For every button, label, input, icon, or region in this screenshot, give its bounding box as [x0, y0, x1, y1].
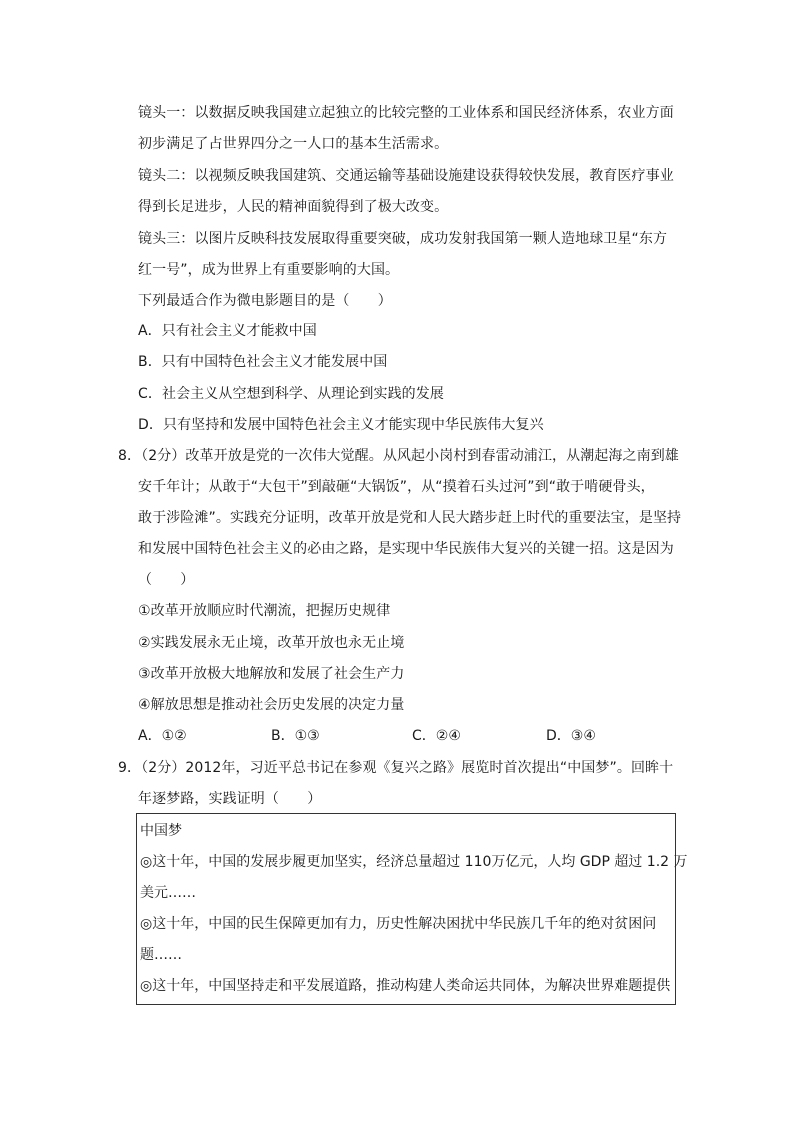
box-line: ◎这十年，中国的发展步履更加坚实，经济总量超过 110万亿元，人均 GDP 超过 1.2 万 [140, 854, 688, 870]
q8-statement-2: ②实践发展永无止境，改革开放也永无止境 [138, 635, 405, 651]
box-line: ◎这十年，中国的民生保障更加有力，历史性解决困扰中华民族几千年的绝对贫困问 [140, 916, 657, 932]
q8-option-b: B．①③ [271, 728, 320, 744]
q8-text-line: 和发展中国特色社会主义的必由之路，是实现中华民族伟大复兴的关键一招。这是因为 [138, 541, 674, 557]
q8-text-line: 敢于涉险滩”。实践充分证明，改革开放是党和人民大踏步赶上时代的重要法宝，是坚持 [138, 510, 682, 526]
q8-option-d: D．③④ [546, 728, 596, 744]
q7-text-line: 初步满足了占世界四分之一人口的基本生活需求。 [138, 136, 449, 152]
q8-text-line: 安千年计；从敢于“大包干”到敲砸“大锅饭”，从“摸着石头过河”到“敢于啃硬骨头， [138, 479, 655, 495]
q7-text-line: 红一号”，成为世界上有重要影响的大国。 [138, 262, 400, 278]
q8-option-c: C．②④ [412, 728, 461, 744]
q8-statement-4: ④解放思想是推动社会历史发展的决定力量 [138, 697, 405, 713]
q7-question-stem: 下列最适合作为微电影题目的是（ ） [138, 293, 392, 309]
q7-text-line: 镜头三：以图片反映科技发展取得重要突破，成功发射我国第一颗人造地球卫星“东方 [138, 231, 668, 247]
q7-option-a: A．只有社会主义才能救中国 [138, 323, 317, 339]
q7-text-line: 镜头二：以视频反映我国建筑、交通运输等基础设施建设获得较快发展，教育医疗事业 [138, 168, 674, 184]
q7-option-b: B．只有中国特色社会主义才能发展中国 [138, 354, 388, 370]
q8-option-a: A．①② [138, 728, 187, 744]
q7-text-line: 得到长足进步，人民的精神面貌得到了极大改变。 [138, 199, 449, 215]
q8-text-line: （ ） [138, 572, 195, 588]
box-line: 题…… [140, 947, 182, 963]
box-line: ◎这十年，中国坚持走和平发展道路，推动构建人类命运共同体，为解决世界难题提供 [140, 978, 671, 994]
q9-text-line: 年逐梦路，实践证明（ ） [138, 791, 322, 807]
q9-text-line: 9．（2分）2012年，习近平总书记在参观《复兴之路》展览时首次提出“中国梦”。回眸十 [118, 760, 674, 776]
q8-statement-1: ①改革开放顺应时代潮流，把握历史规律 [138, 603, 391, 619]
box-title: 中国梦 [140, 823, 182, 839]
q8-statement-3: ③改革开放极大地解放和发展了社会生产力 [138, 666, 405, 682]
q8-text-line: 8．（2分）改革开放是党的一次伟大觉醒。从风起小岗村到春雷动浦江，从潮起海之南到雄 [118, 448, 679, 464]
q7-text-line: 镜头一：以数据反映我国建立起独立的比较完整的工业体系和国民经济体系，农业方面 [138, 105, 674, 121]
box-line: 美元…… [140, 885, 196, 901]
chinese-dream-box [136, 813, 688, 1005]
q7-option-c: C．社会主义从空想到科学、从理论到实践的发展 [138, 386, 444, 402]
q7-option-d: D．只有坚持和发展中国特色社会主义才能实现中华民族伟大复兴 [138, 417, 544, 433]
